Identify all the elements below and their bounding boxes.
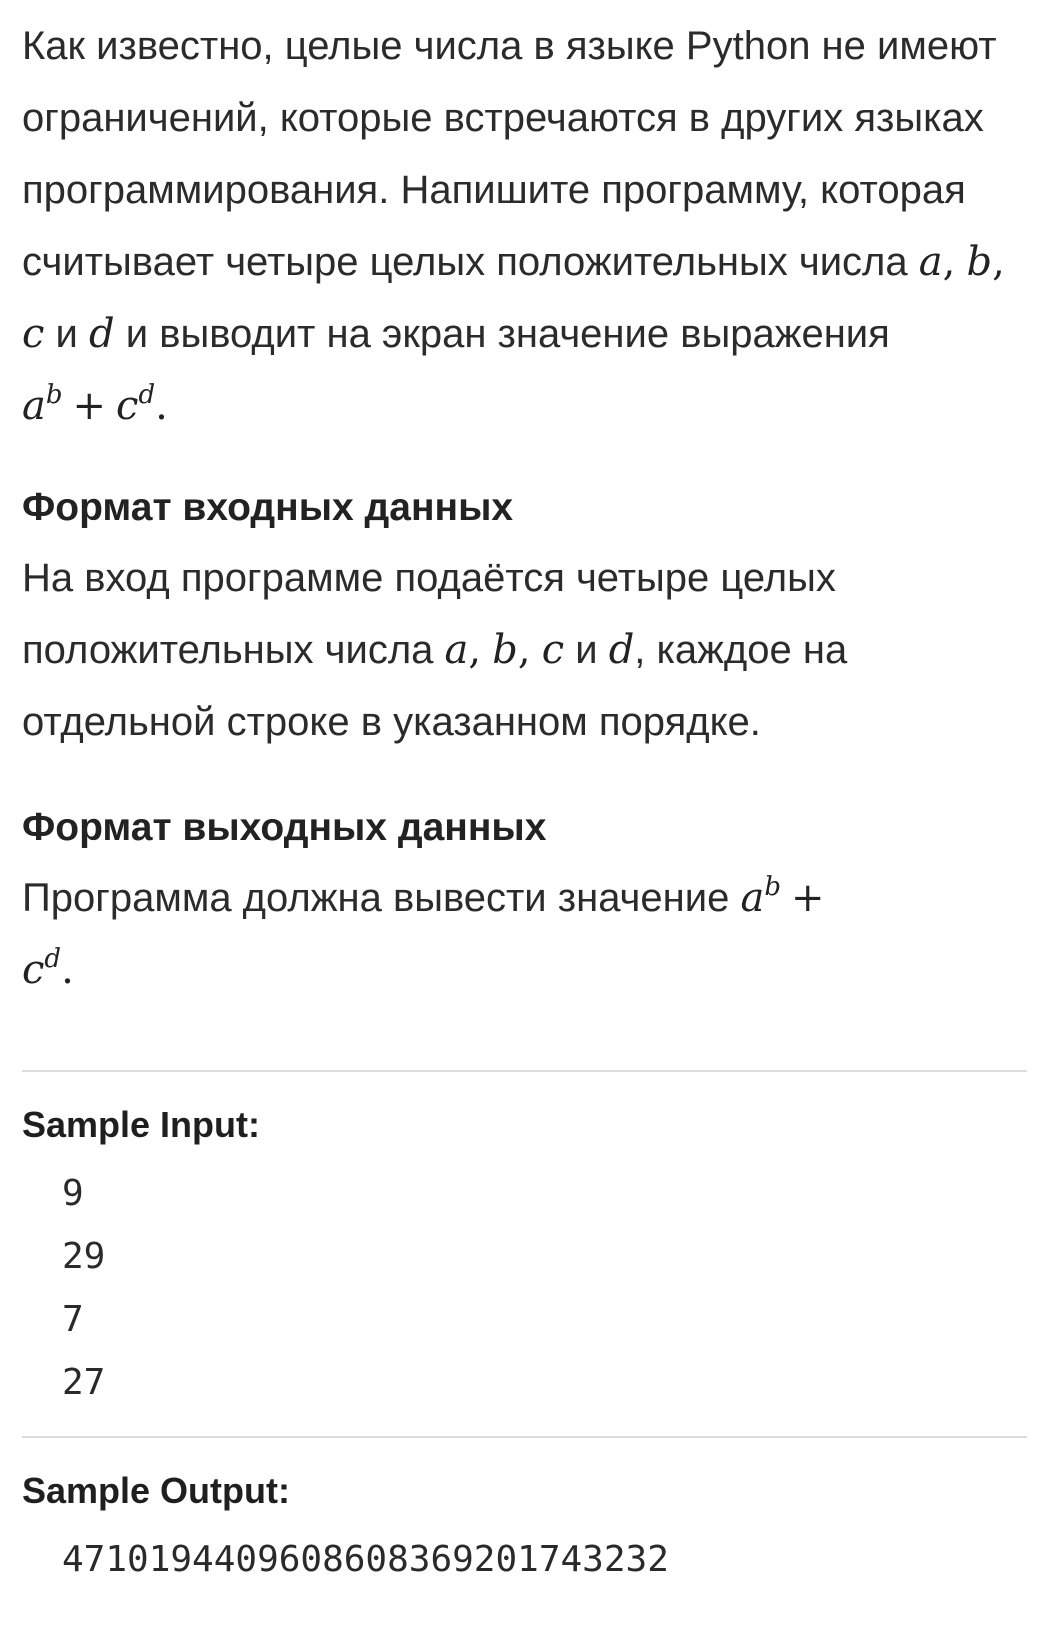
input-format-paragraph [22, 542, 1027, 758]
sample-input-label: Sample Input: [22, 1104, 261, 1145]
math-var-a: a, [918, 239, 956, 285]
sample-output-line: 4710194409608608369201743232 [62, 1539, 669, 1580]
output-format-heading: Формат выходных данных [22, 806, 547, 849]
input-format-heading: Формат входных данных [22, 486, 514, 529]
sample-input-line: 9 [62, 1173, 84, 1214]
math-var-c: c [541, 627, 565, 673]
intro-text-1: Как известно, целые числа в языке Python не имеют ограничений, которые встречаются в других языках программирования. Напишите программу, которая считывает четыре целых положительных числа [22, 24, 997, 284]
math-var-d: d [89, 311, 115, 357]
conjunction: и [55, 312, 78, 356]
sample-output-block [62, 1528, 1027, 1591]
sample-input-block [62, 1162, 1027, 1414]
divider [22, 1436, 1027, 1438]
intro-paragraph [22, 10, 1027, 442]
math-var-d: d [608, 627, 635, 673]
divider [22, 1070, 1027, 1072]
math-var-b: b, [966, 239, 1005, 285]
sample-input-line: 7 [62, 1299, 84, 1340]
problem-statement [22, 0, 1027, 1591]
output-format-paragraph [22, 862, 1027, 1006]
conjunction: и [575, 628, 598, 672]
math-var-b: b, [492, 627, 531, 673]
sample-input-line: 29 [62, 1236, 106, 1277]
output-format-text-1: Программа должна вывести значение [22, 876, 730, 920]
input-format-text-2: , каждое на отдельной строке в указанном порядке. [22, 628, 848, 744]
intro-text-2: и выводит на экран значение выражения [125, 312, 890, 356]
input-format-text-1: На вход программе подаётся четыре целых положительных числа [22, 556, 836, 672]
math-var-c: c [22, 311, 45, 357]
math-expression: $a^b$ + $c^d$. [22, 872, 825, 993]
sample-output-label: Sample Output: [22, 1470, 290, 1511]
sample-input-line: 27 [62, 1362, 106, 1403]
math-expression: $a^b + c^d$. [22, 380, 168, 429]
math-var-a: a, [444, 627, 482, 673]
